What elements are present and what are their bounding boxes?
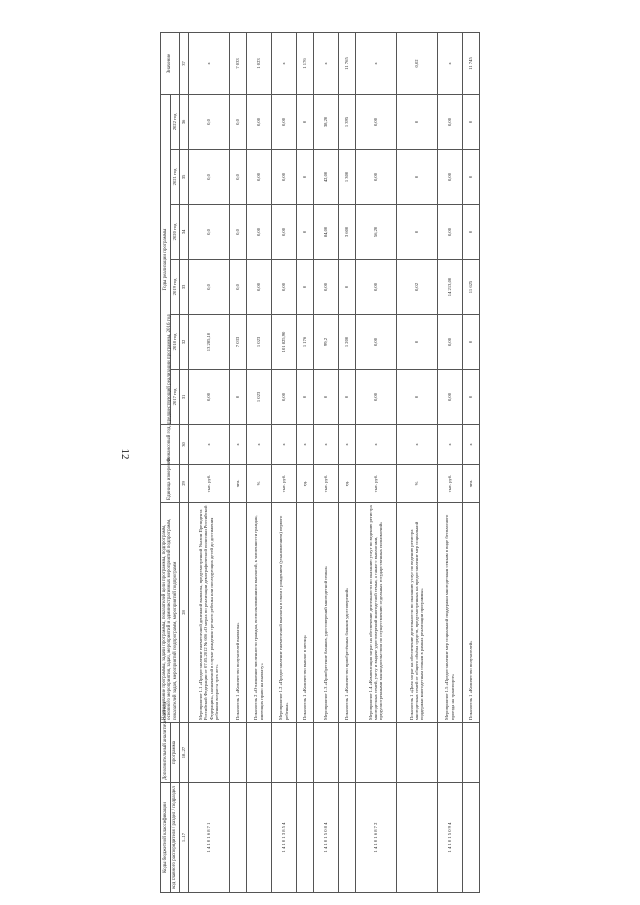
row-total: 1 023: [246, 32, 271, 94]
row-text: Показатель 1 «Количество выплат в месяц»: [296, 503, 313, 723]
row-value-year-6: 0,0: [229, 94, 246, 149]
row-value-year-2: 99,2: [313, 315, 338, 370]
row-unit: тыс. руб.: [271, 465, 296, 503]
row-text: Показатель 2 «Отношение численности граждан, воспользовавшихся выплатой, к численности граждан, имеющих право на выплату»: [246, 503, 271, 723]
col-number-y5: 35: [180, 150, 188, 205]
row-value-year-5: 0,00: [246, 150, 271, 205]
row-additional-code: [271, 723, 296, 783]
col-number-unit: 29: [180, 465, 188, 503]
row-additional-code: [437, 723, 462, 783]
row-additional-code: [229, 723, 246, 783]
row-value-year-3: 0,02: [396, 260, 437, 315]
row-code: 1 4 1 0 1 5 0 8 4: [313, 783, 338, 893]
header-year-4: 2020 год: [170, 205, 180, 260]
table-body: [188, 32, 479, 892]
header-row-1: [161, 32, 171, 892]
header-year-6: 2022 год: [170, 94, 180, 149]
row-value-year-3: 0,00: [246, 260, 271, 315]
row-code: 1 4 1 0 1 6 8 7 1: [188, 783, 229, 893]
header-final: Значение: [161, 32, 180, 94]
row-value-year-6: 0,00: [437, 94, 462, 149]
row-additional-code: [462, 723, 479, 783]
row-value-year-3: 0,00: [271, 260, 296, 315]
row-value-year-1: 0: [313, 370, 338, 425]
row-value-year-5: 0,00: [271, 150, 296, 205]
row-total: 0,02: [396, 32, 437, 94]
row-unit: ед.: [296, 465, 313, 503]
row-base: х: [296, 425, 313, 465]
row-value-year-4: 0,00: [246, 205, 271, 260]
row-base: х: [271, 425, 296, 465]
program-table: [160, 32, 480, 893]
row-value-year-6: 0: [462, 94, 479, 149]
row-unit: %: [396, 465, 437, 503]
row-code: [296, 783, 313, 893]
table-row: [437, 32, 462, 892]
row-text: Мероприятие 1.1 «Предоставление ежемесячной денежной выплаты, предусмотренной Указом Президента Российской Федерации от 07.05.2012 № 606 «О мерах по реализации демографической политики Российской Федерации», назначаемой в случае рождения третьего ребенка или последующих детей до достижения ребенком возраста трех лет»: [188, 503, 229, 723]
row-value-year-2: 1 176: [296, 315, 313, 370]
row-value-year-3: 0,0: [188, 260, 229, 315]
row-value-year-5: 0,00: [437, 150, 462, 205]
header-col-base: Финансовый год, предшествующий реализации программы, 2016 год: [161, 425, 180, 465]
row-value-year-5: 0,00: [355, 150, 396, 205]
header-sub-a: код главного распорядителя: [172, 829, 178, 889]
row-text: Показатель 1 «Количество получателей выплаты»: [229, 503, 246, 723]
row-additional-code: [355, 723, 396, 783]
page-number: 12: [119, 448, 131, 460]
header-sub-b: раздел: [172, 811, 178, 826]
row-code: [396, 783, 437, 893]
col-number-y2: 32: [180, 315, 188, 370]
header-year-2: 2018 год: [170, 315, 180, 370]
table-row: [246, 32, 271, 892]
header-col-name: Наименование программы, задачи программы, показателей цели программы, подпрограмм, основного мероприятия, задач, мероприятий и административных мероприятий подпрограмм, показателей задач, мероприятий подпрограмм, мероприятий подпрограмм: [161, 503, 180, 723]
row-code: 1 4 1 0 1 5 0 9 4: [437, 783, 462, 893]
header-additional-code: Дополнительный аналитический код: [161, 723, 171, 783]
row-total: 1 176: [296, 32, 313, 94]
row-total: х: [437, 32, 462, 94]
row-total: 11 745: [462, 32, 479, 94]
row-total: х: [355, 32, 396, 94]
row-additional-code: [246, 723, 271, 783]
row-value-year-4: 0,00: [437, 205, 462, 260]
table-row: [462, 32, 479, 892]
row-value-year-6: 1 395: [338, 94, 355, 149]
table-row: [229, 32, 246, 892]
row-value-year-6: 38,20: [313, 94, 338, 149]
header-sub-c: подраздел: [172, 786, 178, 808]
row-total: х: [188, 32, 229, 94]
row-value-year-1: 0: [338, 370, 355, 425]
header-col-unit: Единица измерения: [161, 465, 180, 503]
table-row: [355, 32, 396, 892]
row-unit: тыс. руб.: [313, 465, 338, 503]
row-code: [246, 783, 271, 893]
row-base: х: [437, 425, 462, 465]
table-row: [338, 32, 355, 892]
col-number-additional: 18–27: [180, 723, 188, 783]
row-text: Мероприятие 1.5 «Предоставление мер социальной поддержки многодетным семьям в виде бесплатного проезда на транспорте»: [437, 503, 462, 723]
row-value-year-2: 0,00: [355, 315, 396, 370]
row-code: [462, 783, 479, 893]
row-value-year-1: 0: [296, 370, 313, 425]
row-value-year-1: 0,00: [355, 370, 396, 425]
row-value-year-2: 0: [396, 315, 437, 370]
row-code: [229, 783, 246, 893]
table-row: [188, 32, 229, 892]
row-value-year-4: 0: [396, 205, 437, 260]
row-value-year-3: 0,0: [229, 260, 246, 315]
row-value-year-3: 0: [338, 260, 355, 315]
col-number-name: 28: [180, 503, 188, 723]
row-value-year-1: 0,00: [437, 370, 462, 425]
row-unit: тыс. руб.: [188, 465, 229, 503]
col-number-y1: 31: [180, 370, 188, 425]
row-value-year-2: 101 825,90: [271, 315, 296, 370]
row-text: Мероприятие 1.4 «Компенсация затрат на обеспечение деятельности по оказанию услуг по ведению регистра многодетных семей, учету и выдаче удостоверений многодетной семьи, а также с выплатами, предусмотренными законодательством по осуществлению отдельных государственных полномочий»: [355, 503, 396, 723]
col-number-base: 30: [180, 425, 188, 465]
row-value-year-5: 0: [462, 150, 479, 205]
row-code: 1 4 1 0 1 3 8 5 4: [271, 783, 296, 893]
table-row: [396, 32, 437, 892]
row-value-year-6: 0,00: [271, 94, 296, 149]
row-base: х: [338, 425, 355, 465]
row-value-year-5: 1 300: [338, 150, 355, 205]
row-value-year-6: 0: [296, 94, 313, 149]
row-unit: чел.: [229, 465, 246, 503]
row-value-year-4: 0,0: [229, 205, 246, 260]
row-total: х: [271, 32, 296, 94]
header-sub-additional: [170, 723, 180, 783]
row-value-year-4: 0: [296, 205, 313, 260]
row-value-year-5: 0,0: [188, 150, 229, 205]
row-additional-code: [338, 723, 355, 783]
row-value-year-4: 0: [462, 205, 479, 260]
row-value-year-1: 0: [229, 370, 246, 425]
row-base: х: [355, 425, 396, 465]
row-value-year-1: 0: [462, 370, 479, 425]
row-additional-code: [396, 723, 437, 783]
header-sub-f0: программа: [172, 741, 178, 764]
row-base: х: [462, 425, 479, 465]
row-value-year-2: 1 023: [246, 315, 271, 370]
row-unit: %: [246, 465, 271, 503]
row-base: х: [188, 425, 229, 465]
row-value-year-5: 42,00: [313, 150, 338, 205]
header-col-numbers: [180, 32, 188, 892]
row-additional-code: [296, 723, 313, 783]
row-total: 7 033: [229, 32, 246, 94]
header-year-3: 2019 год: [170, 260, 180, 315]
row-value-year-4: 3 600: [338, 205, 355, 260]
col-number-y4: 34: [180, 205, 188, 260]
table-row: [296, 32, 313, 892]
row-value-year-3: 0,00: [355, 260, 396, 315]
row-base: х: [313, 425, 338, 465]
row-base: х: [396, 425, 437, 465]
row-base: х: [229, 425, 246, 465]
row-value-year-3: 0,00: [313, 260, 338, 315]
header-budget-codes: Коды бюджетной классификации: [161, 783, 171, 893]
row-value-year-1: 0: [396, 370, 437, 425]
row-value-year-5: 0: [396, 150, 437, 205]
row-text: Показатель 1 «Количество получателей»: [462, 503, 479, 723]
row-value-year-2: 1 200: [338, 315, 355, 370]
row-unit: тыс. руб.: [437, 465, 462, 503]
row-value-year-2: 13 285,10: [188, 315, 229, 370]
row-text: Мероприятие 1.3 «Приобретение бланков, удостоверений многодетной семьи»: [313, 503, 338, 723]
row-value-year-1: 1 023: [246, 370, 271, 425]
row-value-year-6: 0,0: [188, 94, 229, 149]
row-additional-code: [188, 723, 229, 783]
col-number-codes: 1–17: [180, 783, 188, 893]
row-value-year-6: 0,00: [246, 94, 271, 149]
col-number-final: 37: [180, 32, 188, 94]
rotated-table-area: [160, 33, 630, 893]
row-value-year-4: 56,20: [355, 205, 396, 260]
row-value-year-3: 0: [296, 260, 313, 315]
row-text: Показатель 1 «Доля затрат на обеспечение деятельности по оказанию услуг по ведению регистра многодетных семей от общего объёма средств, предусмотренных на предоставление мер социальной поддержки многодетным семьям в рамках реализации программы»: [396, 503, 437, 723]
row-total: 11 765: [338, 32, 355, 94]
row-value-year-6: 0: [396, 94, 437, 149]
row-unit: ед.: [338, 465, 355, 503]
row-total: х: [313, 32, 338, 94]
row-code: [338, 783, 355, 893]
table-row: [271, 32, 296, 892]
table-row: [313, 32, 338, 892]
header-year-5: 2021 год: [170, 150, 180, 205]
row-value-year-4: 0,00: [271, 205, 296, 260]
row-unit: чел.: [462, 465, 479, 503]
row-code: 1 4 1 0 1 6 8 7 2: [355, 783, 396, 893]
row-value-year-3: 11 625: [462, 260, 479, 315]
row-value-year-1: 0,00: [188, 370, 229, 425]
row-unit: тыс. руб.: [355, 465, 396, 503]
header-years-group: Годы реализации программы: [161, 94, 171, 424]
header-year-1: 2017 год: [170, 370, 180, 425]
col-number-y3: 33: [180, 260, 188, 315]
row-value-year-3: 14 213,00: [437, 260, 462, 315]
row-additional-code: [313, 723, 338, 783]
row-value-year-5: 0: [296, 150, 313, 205]
col-number-y6: 36: [180, 94, 188, 149]
row-value-year-2: 7 033: [229, 315, 246, 370]
row-text: Показатель 1 «Количество приобретённых бланков удостоверений»: [338, 503, 355, 723]
header-sub-codes: код главного распорядителя / раздел / подраздел: [170, 783, 180, 893]
row-value-year-2: 0,00: [437, 315, 462, 370]
row-value-year-6: 0,00: [355, 94, 396, 149]
row-value-year-4: 0,0: [188, 205, 229, 260]
row-text: Мероприятие 1.2 «Предоставление ежемесячной выплаты в связи с рождением (усыновлением) первого ребенка»: [271, 503, 296, 723]
row-base: х: [246, 425, 271, 465]
row-value-year-2: 0: [462, 315, 479, 370]
row-value-year-4: 84,00: [313, 205, 338, 260]
row-value-year-5: 0,0: [229, 150, 246, 205]
row-value-year-1: 0,00: [271, 370, 296, 425]
